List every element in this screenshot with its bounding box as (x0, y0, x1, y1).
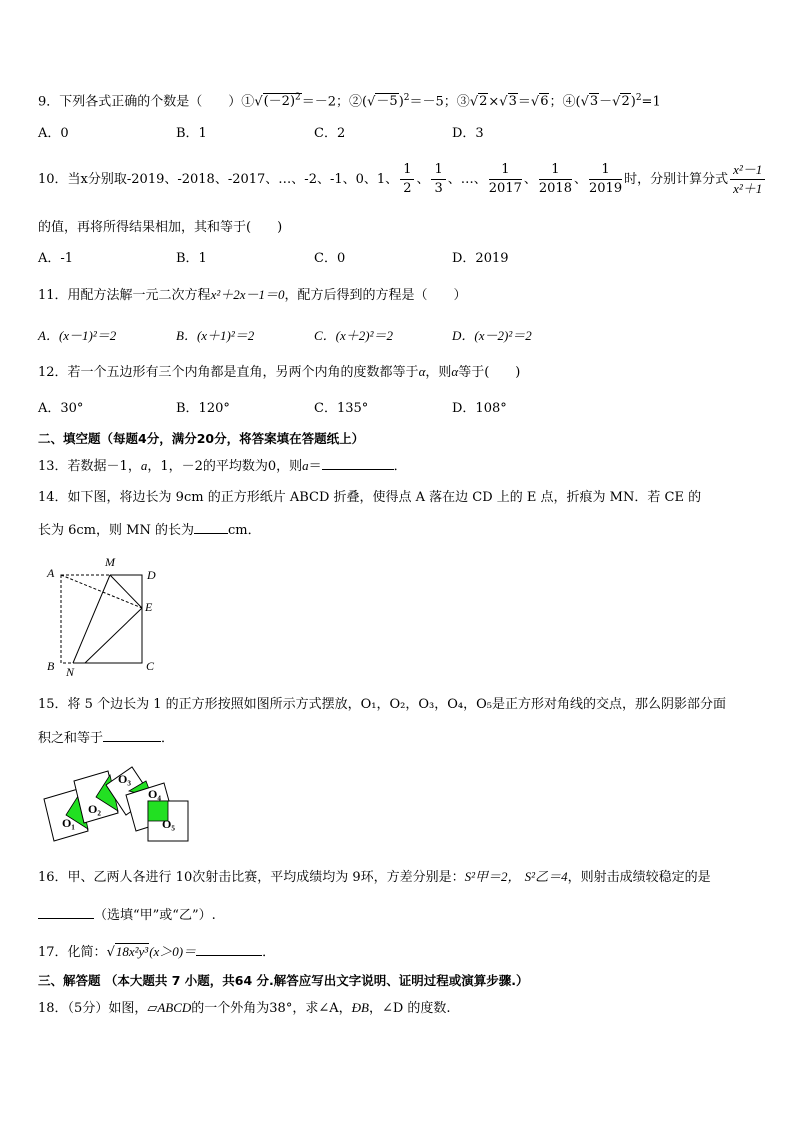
item-label: ④( (562, 94, 581, 110)
question-text: 的一个外角为38°，求∠A， (191, 1001, 352, 1016)
option-d: D．108° (452, 401, 507, 416)
question-number: 15． (38, 697, 68, 712)
section-heading-solve: 三、解答题 （本大题共 7 小题，共64 分.解答应写出文字说明、证明过程或演算步骤.） (38, 973, 529, 988)
label-b: B (47, 659, 55, 673)
question-text: 下列各式正确的个数是（ ） (59, 94, 242, 110)
option-c: C．135° (314, 401, 369, 416)
segment-e-b (85, 608, 142, 663)
period: ． (262, 945, 276, 960)
question-text: 若一个五边形有三个内角都是直角，另两个内角的度数都等于 (67, 365, 419, 380)
numerator: 1 (489, 161, 522, 180)
question-text: 若数据－1， (67, 459, 141, 474)
radicand: 2 (479, 94, 488, 110)
square-fold-figure (40, 552, 170, 680)
question-text: ＝ (308, 459, 322, 474)
numerator: 1 (431, 161, 445, 180)
question-9 (38, 88, 661, 112)
option-b: B．1 (176, 126, 207, 141)
radicand: 6 (540, 94, 549, 110)
question-text: 将 5 个边长为 1 的正方形按照如图所示方式摆放，O₁，O₂，O₃，O₄，O₅是正方形对角线的交点，那么阴影部分面 (67, 697, 726, 712)
question-number: 12． (38, 365, 68, 380)
item-label: ②( (349, 94, 368, 110)
five-squares-figure (40, 765, 192, 845)
angle-b: ÐB (351, 1000, 369, 1015)
denominator: 2 (403, 181, 412, 196)
fraction (539, 161, 572, 198)
option-a: A．0 (38, 126, 69, 141)
original-square-dashed (61, 575, 142, 663)
option-c: C．(x＋2)²＝2 (314, 328, 393, 343)
separator: 、 (523, 172, 537, 187)
question-text: ，则 (425, 365, 452, 380)
radicand: 3 (508, 94, 517, 110)
question-number: 18． (38, 1001, 68, 1016)
crease-mn (73, 575, 110, 663)
answer-blank (196, 941, 262, 956)
label-o5: O₅ (162, 817, 175, 831)
question-text: cm． (227, 523, 261, 538)
operator: － (599, 94, 613, 110)
radicand: 3 (589, 94, 599, 110)
label-o1: O₁ (62, 816, 75, 830)
numerator: 1 (539, 161, 572, 180)
question-14-line2 (38, 519, 261, 541)
sqrt-sign: √ (499, 94, 508, 110)
question-18 (38, 998, 451, 1019)
question-10-line2: 的值，再将所得结果相加，其和等于( ) (38, 220, 283, 235)
label-c: C (146, 659, 155, 673)
numerator: 1 (589, 161, 622, 180)
question-text: 化简： (67, 945, 107, 960)
section-heading-fill-blank: 二、填空题（每题4分，满分20分，将答案填在答题纸上） (38, 431, 365, 446)
variance-jia: S²甲＝2， (464, 869, 521, 884)
exponent: 2 (295, 93, 301, 103)
question-number: 17． (38, 945, 68, 960)
radicand (263, 93, 302, 109)
item-label: ③ (456, 94, 470, 110)
separator: 、 (573, 172, 587, 187)
period: ． (393, 459, 407, 474)
question-text: 积之和等于 (38, 731, 104, 746)
question-16-line2 (38, 904, 216, 926)
parallelogram-icon: ▱ (147, 1001, 158, 1016)
paren: ) (630, 94, 636, 110)
question-text: 时，分别计算分式 (624, 172, 729, 187)
folded-outline (73, 575, 142, 663)
option-b: B．(x＋1)²＝2 (176, 328, 255, 343)
parallelogram-name: ABCD (157, 1000, 192, 1015)
question-text: （选填“甲”或“乙”）. (94, 908, 216, 923)
condition: (x＞0)＝ (149, 944, 197, 959)
question-text: 等于( ) (458, 365, 521, 380)
sqrt-sign: √ (106, 945, 115, 960)
rhs: ＝－5； (409, 94, 457, 110)
sqrt-sign: √ (254, 94, 263, 110)
answer-blank (194, 519, 228, 534)
question-number: 16． (38, 870, 68, 885)
answer-blank (322, 455, 394, 470)
sqrt-sign: √ (367, 94, 376, 110)
operator: ＝ (517, 94, 531, 110)
option-b: B．120° (176, 401, 230, 416)
item-label: ① (241, 94, 255, 110)
fraction-formula (730, 161, 765, 198)
denominator: 2018 (538, 181, 572, 196)
alpha-symbol: α (418, 364, 426, 379)
sqrt-sign: √ (580, 94, 589, 110)
option-c: C．0 (314, 251, 346, 266)
separator: 、…、 (447, 172, 487, 187)
question-text: ，∠D 的度数. (368, 1001, 451, 1016)
separator: ； (549, 94, 563, 110)
question-text: ，配方后得到的方程是（ ） (284, 288, 467, 303)
question-13 (38, 455, 407, 477)
exponent: 2 (403, 93, 410, 103)
variable-a: a (302, 458, 309, 473)
label-o4: O₄ (148, 787, 161, 801)
question-text: 如下图，将边长为 9cm 的正方形纸片 ABCD 折叠，使得点 A 落在边 CD 上的 E 点，折痕为 MN．若 CE 的 (67, 490, 702, 505)
question-text: 长为 6cm，则 MN 的长为 (38, 523, 194, 538)
label-e: E (145, 600, 153, 614)
numerator: 1 (400, 161, 414, 180)
radicand: 2 (621, 94, 630, 110)
label-m: M (105, 555, 115, 569)
denominator: 2019 (589, 181, 623, 196)
question-11 (38, 285, 467, 306)
question-17 (38, 941, 275, 963)
question-number: 9． (38, 94, 60, 110)
numerator: x²－1 (730, 161, 765, 180)
exponent: 2 (635, 93, 642, 103)
answer-blank (103, 727, 161, 742)
alpha-symbol: α (451, 364, 459, 379)
question-number: 11． (38, 288, 68, 303)
sqrt-sign: √ (530, 94, 540, 110)
equation: x²＋2x－1＝0 (210, 287, 285, 302)
question-15-line2 (38, 727, 174, 749)
question-12 (38, 362, 520, 383)
variable-a: a (140, 458, 148, 473)
sqrt-sign: √ (469, 94, 479, 110)
option-d: D．(x－2)²＝2 (452, 328, 532, 343)
variance-yi: S²乙＝4 (524, 869, 568, 884)
separator: 、 (416, 172, 430, 187)
rhs: =1 (641, 94, 661, 110)
question-15 (38, 695, 726, 715)
label-n: N (66, 665, 75, 679)
denominator: 3 (434, 181, 443, 196)
denominator: x²＋1 (733, 181, 763, 196)
period: ． (161, 731, 175, 746)
question-text: 当x分别取-2019、-2018、-2017、…、-2、-1、0、1、 (67, 172, 399, 187)
label-o3: O₃ (118, 772, 131, 786)
question-text: 用配方法解一元二次方程 (67, 288, 211, 303)
label-a: A (47, 566, 55, 580)
option-c: C．2 (314, 126, 346, 141)
option-d: D．3 (452, 126, 484, 141)
question-14 (38, 488, 701, 508)
radicand: －5 (376, 94, 398, 110)
fraction (400, 161, 414, 198)
question-text: ，则射击成绩较稳定的是 (567, 870, 711, 885)
fold-line-ae (61, 575, 142, 608)
question-number: 13． (38, 459, 68, 474)
option-a: A．-1 (38, 251, 74, 266)
question-text: （5分）如图， (67, 1001, 148, 1016)
fraction (589, 161, 622, 198)
question-number: 10． (38, 172, 68, 187)
sqrt-sign: √ (612, 94, 621, 110)
fraction (431, 161, 445, 198)
option-a: A．30° (38, 401, 84, 416)
option-a: A．(x－1)²＝2 (38, 328, 117, 343)
option-d: D．2019 (452, 251, 509, 266)
label-o2: O₂ (88, 802, 101, 816)
fraction (489, 161, 522, 198)
option-b: B．1 (176, 251, 207, 266)
operator: × (488, 94, 500, 110)
rhs: ＝－2； (301, 94, 350, 110)
paren: ) (398, 94, 404, 110)
question-10 (38, 158, 767, 202)
denominator: 2017 (488, 181, 522, 196)
question-16 (38, 867, 711, 888)
question-number: 14． (38, 490, 68, 505)
radicand: 18x²y³ (115, 944, 149, 959)
question-text: 甲、乙两人各进行 10次射击比赛，平均成绩均为 9环，方差分别是： (67, 870, 465, 885)
label-d: D (147, 568, 156, 582)
question-text: ，1，－2的平均数为0，则 (147, 459, 303, 474)
radicand-text: (－2) (263, 94, 296, 110)
segment-me (110, 575, 142, 608)
answer-blank (38, 904, 94, 919)
